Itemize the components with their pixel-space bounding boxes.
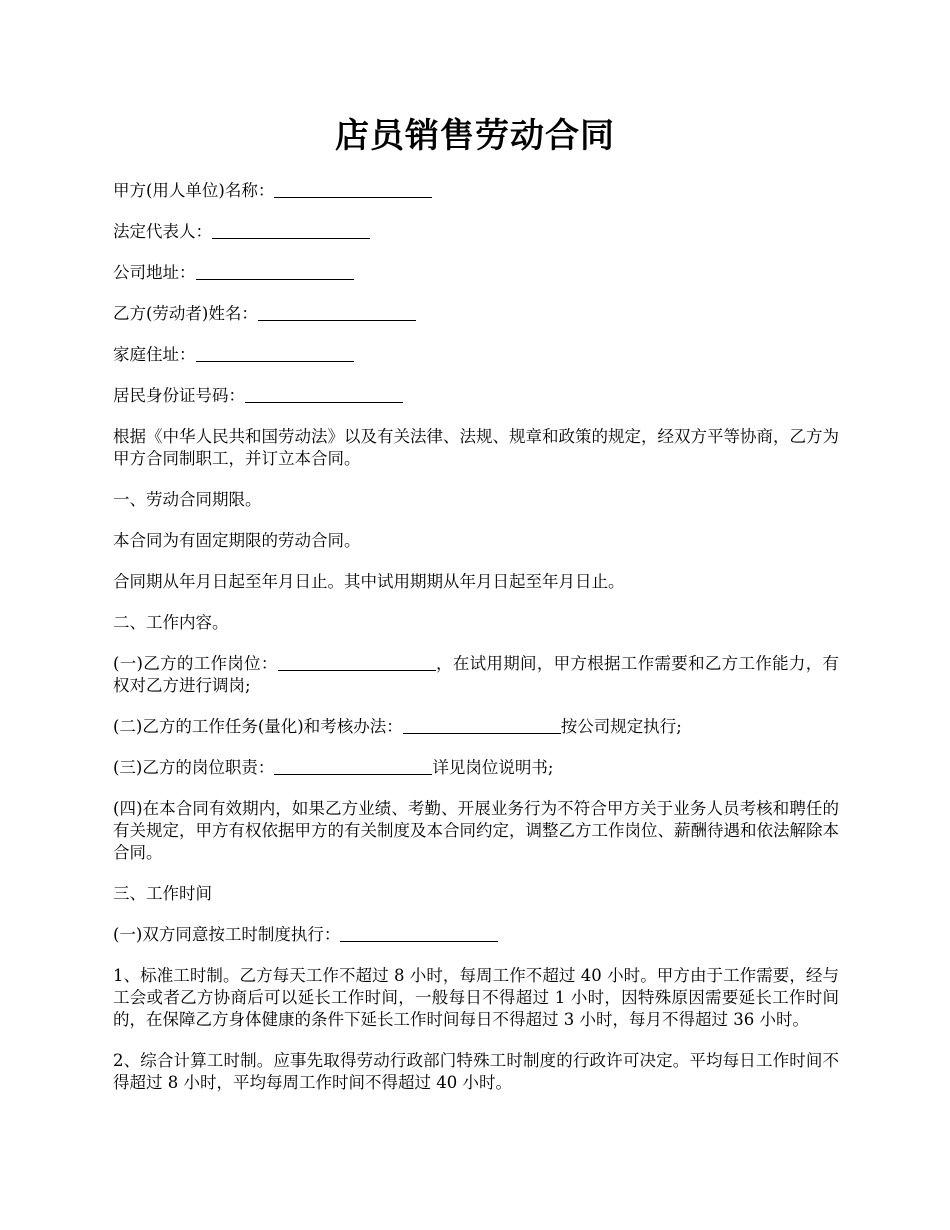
legal-rep-field bbox=[113, 221, 839, 243]
party-b-name-field bbox=[113, 303, 839, 325]
blank-line bbox=[258, 304, 416, 321]
item-prefix: (一)双方同意按工时制度执行： bbox=[113, 925, 341, 944]
field-label: 法定代表人： bbox=[113, 222, 212, 241]
blank-line bbox=[278, 654, 436, 671]
party-a-name-field bbox=[113, 180, 839, 202]
comprehensive-hours-paragraph: 2、综合计算工时制。应事先取得劳动行政部门特殊工时制度的行政许可决定。平均每日工作时间不得超过 8 小时，平均每周工作时间不得超过 40 小时。 bbox=[113, 1051, 839, 1092]
section3-heading: 三、工作时间 bbox=[113, 884, 212, 903]
blank-line bbox=[274, 181, 432, 198]
company-address-field bbox=[113, 262, 839, 284]
document-body bbox=[113, 180, 839, 1113]
blank-line bbox=[196, 345, 354, 362]
blank-line bbox=[403, 717, 561, 734]
section2-item3 bbox=[113, 757, 839, 779]
section3-item1 bbox=[113, 924, 839, 946]
blank-line bbox=[196, 263, 354, 280]
section2-heading: 二、工作内容。 bbox=[113, 613, 229, 632]
item-suffix: 按公司规定执行; bbox=[560, 717, 682, 736]
blank-line bbox=[274, 758, 432, 775]
section1-heading: 一、劳动合同期限。 bbox=[113, 490, 262, 509]
item-prefix: (三)乙方的岗位职责： bbox=[113, 758, 275, 777]
preamble-paragraph: 根据《中华人民共和国劳动法》以及有关法律、法规、规章和政策的规定，经双方平等协商，乙方为甲方合同制职工，并订立本合同。 bbox=[113, 427, 839, 468]
item-prefix: (一)乙方的工作岗位： bbox=[113, 654, 278, 673]
section2-item1 bbox=[113, 653, 839, 697]
id-number-field bbox=[113, 385, 839, 407]
item-suffix: ，在试用期间，甲方根据工作需要和乙方工作能力，有权对乙方进行调岗; bbox=[113, 654, 840, 695]
section1-paragraph: 合同期从年月日起至年月日止。其中试用期期从年月日起至年月日止。 bbox=[113, 572, 625, 591]
section2-item4: (四)在本合同有效期内，如果乙方业绩、考勤、开展业务行为不符合甲方关于业务人员考核和聘任的有关规定，甲方有权依据甲方的有关制度及本合同约定，调整乙方工作岗位、薪酬待遇和依法解除本合同。 bbox=[113, 799, 839, 862]
blank-line bbox=[340, 925, 498, 942]
home-address-field bbox=[113, 344, 839, 366]
field-label: 居民身份证号码： bbox=[113, 386, 245, 405]
field-label: 乙方(劳动者)姓名： bbox=[113, 304, 258, 323]
item-prefix: (二)乙方的工作任务(量化)和考核办法： bbox=[113, 717, 403, 736]
section2-item2 bbox=[113, 716, 839, 738]
blank-line bbox=[245, 386, 403, 403]
field-label: 家庭住址： bbox=[113, 345, 196, 364]
document-title: 店员销售劳动合同 bbox=[335, 116, 615, 156]
field-label: 甲方(用人单位)名称： bbox=[113, 181, 275, 200]
section1-paragraph: 本合同为有固定期限的劳动合同。 bbox=[113, 531, 361, 550]
blank-line bbox=[212, 222, 370, 239]
item-suffix: 详见岗位说明书; bbox=[432, 758, 554, 777]
standard-hours-paragraph: 1、标准工时制。乙方每天工作不超过 8 小时，每周工作不超过 40 小时。甲方由于工作需要，经与工会或者乙方协商后可以延长工作时间，一般每日不得超过 1 小时，因特殊原因需要延长工作时间的，在保障乙方身体健康的条件下延长工作时间每日不得超过 3 小时，每月不得超过 36 小时。 bbox=[113, 966, 839, 1029]
field-label: 公司地址： bbox=[113, 263, 196, 282]
